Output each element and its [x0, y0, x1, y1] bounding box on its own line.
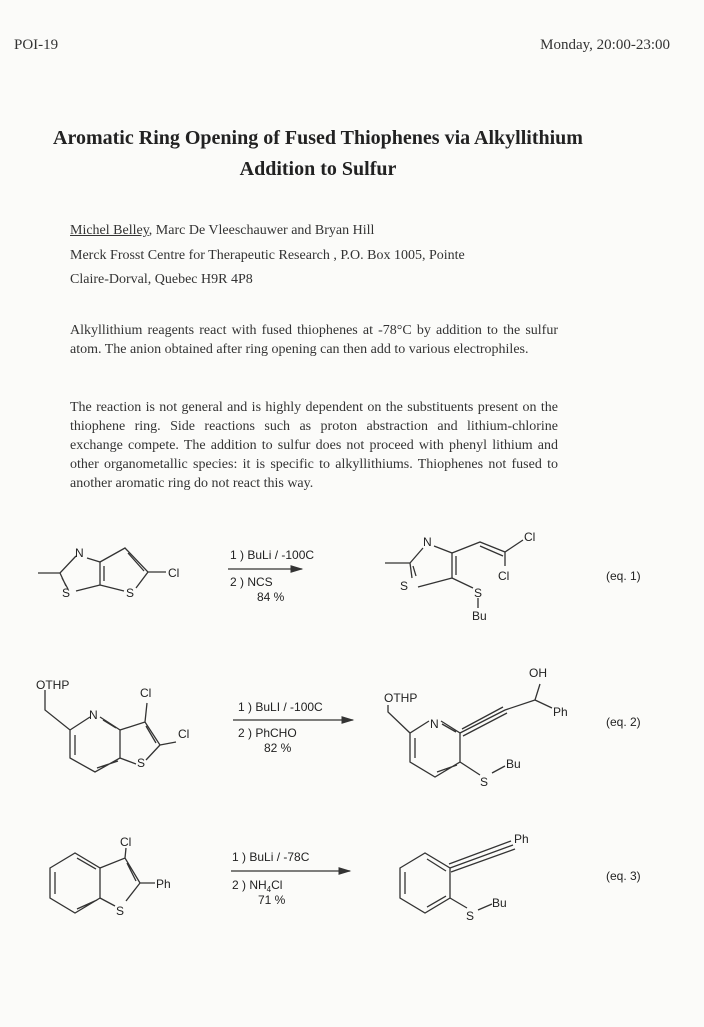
atom-label: S	[474, 586, 483, 600]
atom-label: OTHP	[384, 691, 418, 705]
presenting-author: Michel Belley	[70, 223, 149, 238]
atom-label: N	[89, 708, 98, 722]
atom-label: OH	[529, 666, 547, 680]
atom-label: S	[126, 586, 135, 600]
reagent-step-1: 1 ) BuLi / -78C	[232, 850, 310, 864]
atom-label: S	[116, 904, 125, 918]
abstract-code: POI-19	[14, 37, 59, 53]
reagent-step-1: 1 ) BuLi / -100C	[230, 548, 315, 562]
eq2-reactant-structure	[36, 678, 189, 772]
eq2-arrow	[233, 700, 353, 755]
reagent-step-2: 2 ) NCS	[230, 575, 273, 589]
eq3-arrow	[231, 850, 350, 907]
affiliation-line-1: Merck Frosst Centre for Therapeutic Research , P.O. Box 1005, Pointe	[70, 248, 465, 263]
atom-label: Cl	[178, 727, 190, 741]
reagent-step-2: 2 ) PhCHO	[238, 726, 297, 740]
atom-label: S	[400, 579, 409, 593]
eq1-reactant-structure	[38, 546, 179, 600]
equation-number: (eq. 3)	[606, 869, 641, 883]
atom-label: Cl	[120, 835, 132, 849]
atom-label: N	[75, 546, 84, 560]
co-authors: , Marc De Vleeschauwer and Bryan Hill	[148, 223, 375, 238]
atom-label: S	[137, 756, 146, 770]
abstract-paragraph-1: Alkyllithium reagents react with fused thiophenes at -78°C by addition to the sulfur atom. The anion obtained after ring opening can then add to various electrophiles.	[70, 323, 558, 357]
atom-label: N	[430, 717, 439, 731]
atom-label: S	[466, 909, 475, 923]
atom-label: S	[480, 775, 489, 789]
title-line-2: Addition to Sulfur	[239, 158, 397, 180]
eq1-arrow	[228, 548, 314, 604]
equation-number: (eq. 2)	[606, 715, 641, 729]
atom-label: Cl	[498, 569, 510, 583]
title-line-1: Aromatic Ring Opening of Fused Thiophenes via Alkyllithium	[53, 127, 583, 149]
session-time: Monday, 20:00-23:00	[540, 37, 670, 53]
eq2-product-structure	[384, 666, 568, 789]
reagent-step-1: 1 ) BuLI / -100C	[238, 700, 323, 714]
equation-number: (eq. 1)	[606, 569, 641, 583]
affiliation-line-2: Claire-Dorval, Quebec H9R 4P8	[70, 272, 253, 287]
atom-label: Bu	[492, 896, 507, 910]
atom-label: S	[62, 586, 71, 600]
eq3-reactant-structure	[50, 835, 171, 918]
abstract-paragraph-2: The reaction is not general and is highly dependent on the substituents present on the thiophene ring. Side reactions such as proton abstraction and lithium-chlorine exchange compete. The addition to sulfur does not proceed with phenyl lithium and other organometallic species: it is specific to alkyllithiums. Thiophenes not fused to another aromatic ring do not react this way.	[70, 400, 558, 491]
atom-label: Ph	[156, 877, 171, 891]
reagent-step-2: 2 ) $NH_4Cl$	[232, 878, 283, 894]
yield: 71 %	[258, 893, 286, 907]
atom-label: OTHP	[36, 678, 70, 692]
yield: 84 %	[257, 590, 285, 604]
atom-label: Ph	[514, 832, 529, 846]
atom-label: Cl	[168, 566, 180, 580]
atom-label: Ph	[553, 705, 568, 719]
atom-label: Cl	[524, 530, 536, 544]
yield: 82 %	[264, 741, 292, 755]
atom-label: Bu	[506, 757, 521, 771]
atom-label: Cl	[140, 686, 152, 700]
atom-label: Bu	[472, 609, 487, 623]
eq1-product-structure	[385, 530, 535, 623]
eq3-product-structure	[400, 832, 529, 923]
atom-label: N	[423, 535, 432, 549]
